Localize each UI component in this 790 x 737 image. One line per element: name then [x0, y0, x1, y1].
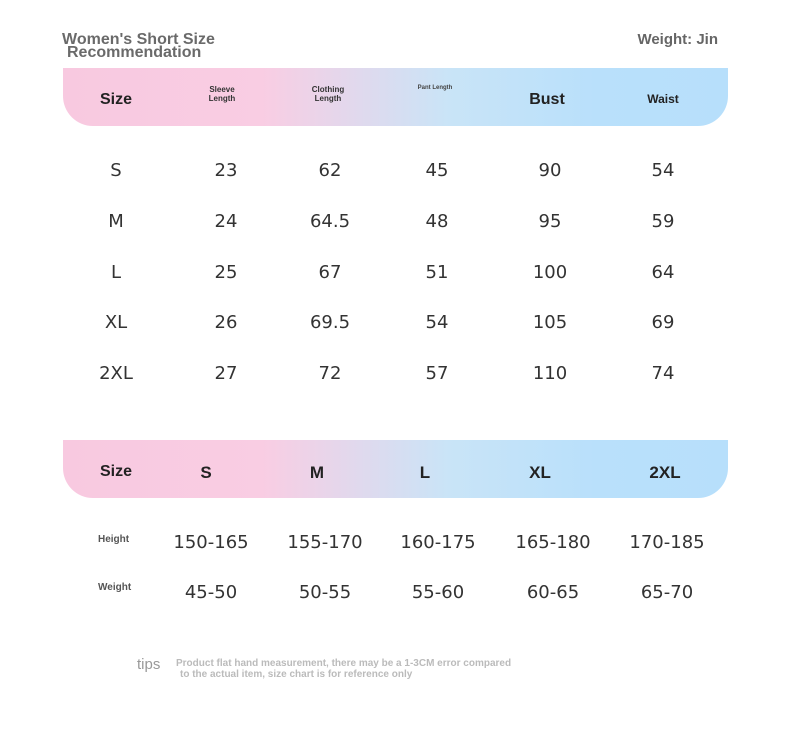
- cell-weight: 65-70: [640, 582, 694, 603]
- cell-height: 165-180: [515, 532, 591, 553]
- cell-sleeve: 24: [214, 211, 238, 232]
- cell-size: L: [110, 262, 122, 283]
- cell-clothing: 62: [318, 160, 342, 181]
- tips-line-2: to the actual item, size chart is for reference only: [180, 669, 413, 680]
- header-size: Size: [99, 463, 133, 480]
- cell-height: 170-185: [629, 532, 705, 553]
- cell-sleeve: 27: [214, 363, 238, 384]
- cell-waist: 54: [651, 160, 675, 181]
- cell-size: S: [110, 160, 122, 181]
- cell-clothing: 69.5: [309, 312, 351, 333]
- title-line-1: Women's Short Size: [62, 31, 215, 48]
- cell-height: 150-165: [173, 532, 249, 553]
- cell-size: M: [108, 211, 124, 232]
- cell-pant: 57: [425, 363, 449, 384]
- header-pant-length: Pant Length: [417, 85, 453, 91]
- row-label-weight: Weight: [98, 582, 132, 593]
- cell-weight: 55-60: [411, 582, 465, 603]
- cell-weight: 50-55: [298, 582, 352, 603]
- cell-sleeve: 25: [214, 262, 238, 283]
- header-size-l: L: [419, 463, 431, 482]
- cell-bust: 90: [538, 160, 562, 181]
- cell-bust: 100: [532, 262, 568, 283]
- cell-sleeve: 26: [214, 312, 238, 333]
- header-size: Size: [99, 91, 133, 108]
- header-waist: Waist: [647, 92, 679, 106]
- cell-clothing: 72: [318, 363, 342, 384]
- cell-pant: 51: [425, 262, 449, 283]
- tips-line-1: Product flat hand measurement, there may be a 1-3CM error compared: [176, 658, 512, 669]
- cell-waist: 74: [651, 363, 675, 384]
- header-size-xl: XL: [529, 463, 551, 482]
- page-title: [62, 33, 302, 59]
- cell-bust: 95: [538, 211, 562, 232]
- cell-waist: 64: [651, 262, 675, 283]
- row-label-height: Height: [98, 534, 130, 545]
- header-clothing-length: Clothing Length: [311, 85, 345, 103]
- cell-pant: 45: [425, 160, 449, 181]
- cell-size: XL: [104, 312, 128, 333]
- header-size-s: S: [200, 463, 212, 482]
- header-size-m: M: [309, 463, 325, 482]
- cell-weight: 60-65: [526, 582, 580, 603]
- weight-unit-note: Weight: Jin: [637, 31, 718, 48]
- cell-bust: 110: [532, 363, 568, 384]
- tips-label: tips: [137, 656, 161, 673]
- fit-table-header: [63, 440, 728, 498]
- cell-clothing: 64.5: [309, 211, 351, 232]
- cell-weight: 45-50: [184, 582, 238, 603]
- cell-height: 160-175: [400, 532, 476, 553]
- title-line-2: Recommendation: [67, 44, 202, 61]
- cell-sleeve: 23: [214, 160, 238, 181]
- cell-waist: 59: [651, 211, 675, 232]
- header-bust: Bust: [529, 91, 565, 108]
- measure-table-header: [63, 68, 728, 126]
- cell-height: 155-170: [287, 532, 363, 553]
- cell-clothing: 67: [318, 262, 342, 283]
- cell-size: 2XL: [99, 363, 133, 384]
- header-size-2xl: 2XL: [649, 463, 681, 482]
- header-sleeve-length: Sleeve Length: [208, 85, 236, 103]
- cell-pant: 54: [425, 312, 449, 333]
- cell-waist: 69: [651, 312, 675, 333]
- cell-pant: 48: [425, 211, 449, 232]
- cell-bust: 105: [532, 312, 568, 333]
- tips-note: [176, 658, 646, 680]
